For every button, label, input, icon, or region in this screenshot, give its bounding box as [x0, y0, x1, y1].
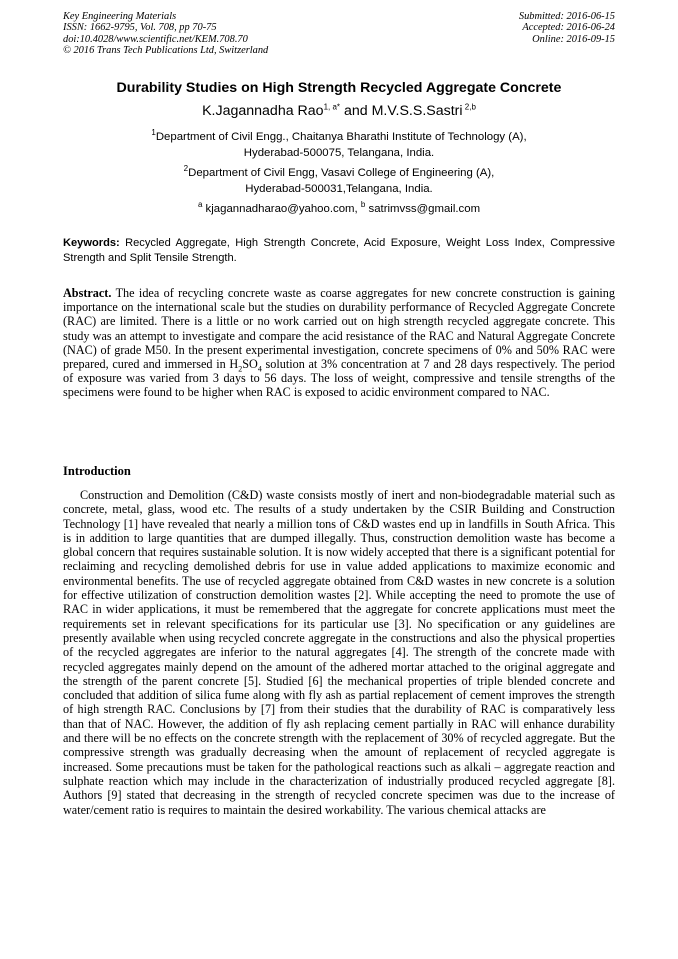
affiliation-2-line-1: Department of Civil Engg, Vasavi College of Engineering (A), — [188, 167, 495, 179]
formula-subscript-2: 2 — [238, 364, 243, 374]
author-conjunction: and — [340, 103, 372, 119]
accepted-date: Accepted: 2016-06-24 — [522, 22, 615, 34]
paper-title: Durability Studies on High Strength Recycled Aggregate Concrete — [116, 80, 562, 96]
author-line — [0, 103, 678, 119]
author-2: M.V.S.S.Sastri — [371, 103, 463, 119]
formula-so: SO — [242, 357, 258, 372]
submitted-date: Submitted: 2016-06-15 — [518, 11, 615, 22]
affiliation-2-mark: 2 — [183, 164, 189, 174]
keywords-block — [63, 236, 615, 267]
affiliation-1-line-1: Department of Civil Engg., Chaitanya Bharathi Institute of Technology (A), — [155, 131, 527, 143]
keywords-label: Keywords: — [63, 237, 120, 249]
affiliation-1-line-2: Hyderabad-500075, Telangana, India. — [243, 147, 435, 159]
copyright-line: © 2016 Trans Tech Publications Ltd, Switzerland — [63, 44, 269, 56]
keywords-text: Recycled Aggregate, High Strength Concrete, Acid Exposure, Weight Loss Index, Compressive Strength and Split Tensile Strength. — [63, 237, 615, 265]
online-date: Online: 2016-09-15 — [532, 33, 615, 45]
author-1-affiliation-mark: 1, a* — [323, 102, 341, 112]
introduction-paragraph: Construction and Demolition (C&D) waste consists mostly of inert and non-biodegradable material such as concrete, metal, glass, wood etc. The results of a study undertaken by the CSIR Building and Construction Technology [1] have revealed that nearly a million tons of C&D wastes end up in landfills in South Africa. This is in addition to large quantities that are dumped illegally. Thus, construction demolition waste has become a global concern that requires sustainable solution. It is now widely accepted that there is a significant potential for reclaiming and recycling demolished debris for use in value added applications to maximize economic and environmental benefits. The use of recycled aggregate obtained from C&D wastes in new concrete is a solution for effective utilization of construction demolition wastes [2]. While accepting the need to promote the use of RAC in wider applications, it must be remembered that the aggregate for concrete applications must meet the requirements set in relevant specifications for its particular use [3]. No specification or any guidelines are presently available when using recycled concrete aggregate in the constructions and also the physical properties of the recycled aggregates are inferior to the natural aggregates [4]. The strength of the concrete made with recycled aggregates mainly depend on the amount of the adhered mortar attached to the original aggregate and the strength of the parent concrete [5]. Studied [6] the mechanical properties of triple blended concrete and concluded that addition of silica fume along with fly ash as partial replacement of cement improves the strength of high strength RAC. Conclusions by [7] from their studies that the durability of RAC is comparatively less than that of NAC. However, the addition of fly ash replacing cement partially in RAC will enhance durability and there will be no effects on the concrete strength with the replacement of 30% of recycled aggregate. But the compressive strength was gradually decreasing when the amount of replacement of recycled aggregate is increased. Some precautions must be taken for the pathological reactions such as alkali – aggregate reaction and sulphate reaction which may include in the characterization of industrially produced recycled aggregate [8]. Authors [9] stated that decreasing in the strength of recycled concrete specimen was due to the increase of water/cement ratio is requires to maintain the desired workability. The various chemical attacks are — [63, 488, 615, 817]
email-b[interactable]: satrimvss@gmail.com — [365, 203, 481, 215]
author-1: K.Jagannadha Rao — [202, 103, 324, 119]
formula-subscript-4: 4 — [257, 364, 262, 374]
author-emails — [0, 201, 678, 217]
abstract-label: Abstract. — [63, 286, 112, 300]
abstract-text-part-1: The idea of recycling concrete waste as coarse aggregates for new concrete construction is gaining importance on the international scale but the studies on durability performance of Recycled Aggregate Concrete (RAC) are limited. There is a little or no work carried out on high strength recycled aggregate concrete. This study was an attempt to investigate and compare the acid resistance of the RAC and Natural Aggregate Concrete (NAC) of grade M50. In the present experimental investigation, concrete specimens of 0% and 50% RAC were prepared, cured and immersed in H — [63, 286, 615, 372]
journal-name: Key Engineering Materials — [63, 11, 177, 22]
issn-line: ISSN: 1662-9795, Vol. 708, pp 70-75 — [63, 22, 217, 34]
affiliation-2 — [0, 165, 678, 197]
abstract-text-part-2: solution at 3% concentration at 7 and 28 days respectively. The period of exposure was varied from 3 days to 56 days. The loss of weight, compressive and tensile strengths of the specimens were found to be higher when RAC is exposed to acidic environment compared to NAC. — [63, 357, 615, 400]
author-2-affiliation-mark: 2,b — [462, 102, 476, 112]
email-a[interactable]: kjagannadharao@yahoo.com, — [202, 203, 361, 215]
journal-header-right — [519, 11, 615, 45]
affiliation-1 — [0, 129, 678, 161]
email-a-mark: a — [197, 200, 203, 210]
introduction-heading: Introduction — [63, 464, 131, 478]
abstract-block — [63, 286, 615, 400]
doi-line: doi:10.4028/www.scientific.net/KEM.708.70 — [63, 33, 248, 45]
affiliation-1-mark: 1 — [151, 128, 156, 138]
journal-header-left — [63, 11, 268, 56]
affiliation-2-line-2: Hyderabad-500031,Telangana, India. — [245, 183, 433, 195]
email-b-mark: b — [360, 200, 366, 210]
